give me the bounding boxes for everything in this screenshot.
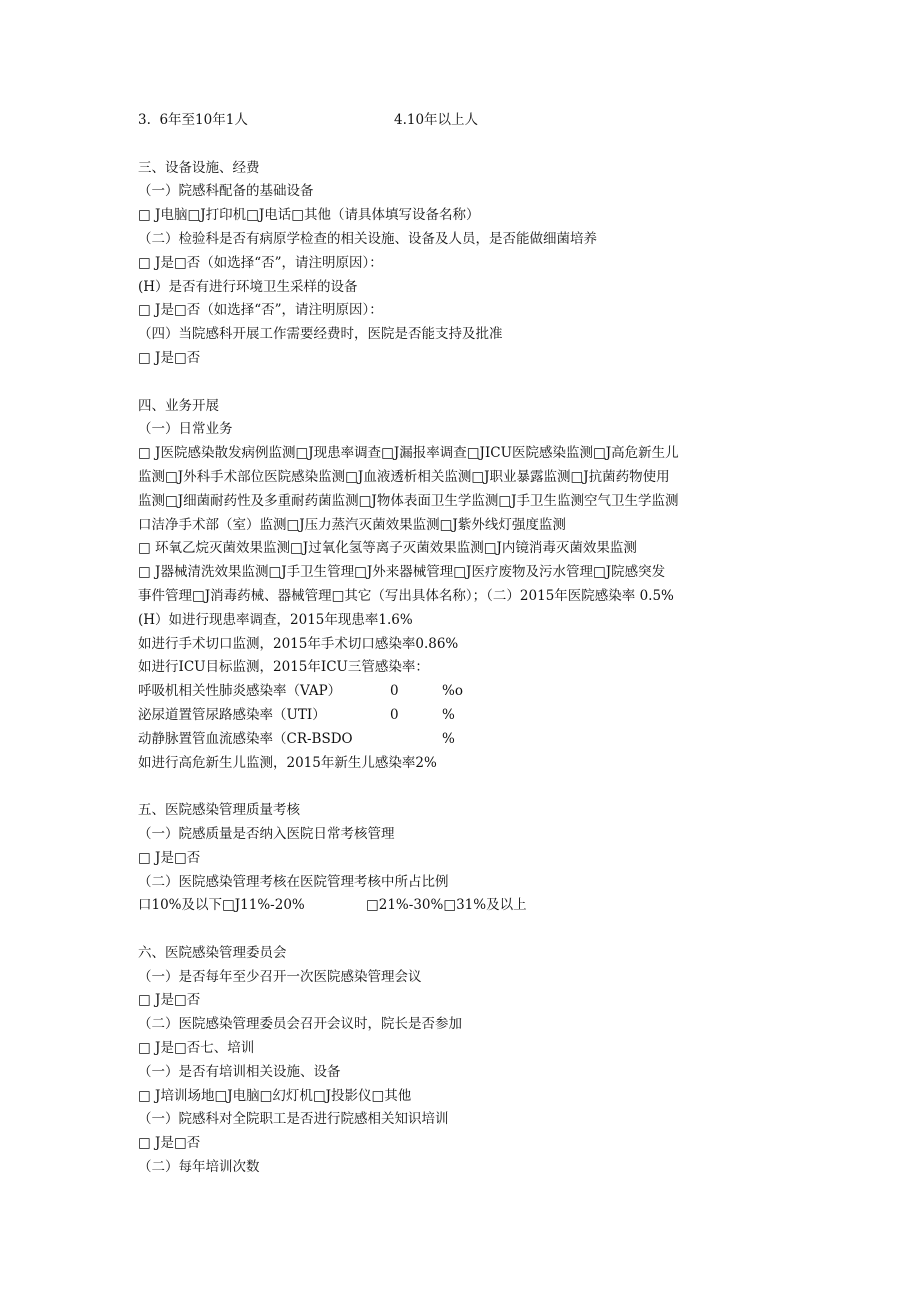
- section-6-line: □ J是□否: [138, 1135, 201, 1152]
- section-6-line: □ J是□否七、培训: [138, 1040, 255, 1057]
- section-5-line: （二）医院感染管理考核在医院管理考核中所占比例: [138, 873, 449, 890]
- section-6-line: （一）是否每年至少召开一次医院感染管理会议: [138, 968, 422, 985]
- section-3-title: 三、设备设施、经费: [138, 159, 260, 176]
- section-4-line: 如进行手术切口监测，2015年手术切口感染率0.86%: [138, 635, 459, 652]
- section-4-line: （一）日常业务: [138, 421, 233, 438]
- section-6-line: （二）医院感染管理委员会召开会议时，院长是否参加: [138, 1016, 462, 1033]
- section-6-title: 六、医院感染管理委员会: [138, 944, 287, 961]
- ratio-options-low: 口10%及以下□J11%-20%: [138, 897, 305, 914]
- section-4-line: □ 环氧乙烷灭菌效果监测□J过氧化氢等离子灭菌效果监测□J内镜消毒灭菌效果监测: [138, 540, 637, 557]
- section-6-line: （一）院感科对全院职工是否进行院感相关知识培训: [138, 1111, 449, 1128]
- section-4-line: □ J医院感染散发病例监测□J现患率调查□J漏报率调查□JICU医院感染监测□J高危新生儿: [138, 445, 679, 462]
- section-4-line: 如进行ICU目标监测，2015年ICU三管感染率：: [138, 659, 429, 676]
- section-3-line: （二）检验科是否有病原学检查的相关设施、设备及人员，是否能做细菌培养: [138, 230, 597, 247]
- section-5-line: □ J是□否: [138, 849, 201, 866]
- ratio-options-line: [138, 894, 788, 918]
- section-3-line: □ J是□否（如选择“否”，请注明原因）：: [138, 254, 383, 271]
- section-4-line: 监测□J细菌耐药性及多重耐药菌监测□J物体表面卫生学监测□J手卫生监测空气卫生学监测: [138, 492, 679, 509]
- section-6-line: □ J培训场地□J电脑□幻灯机□J投影仪□其他: [138, 1087, 412, 1104]
- section-5-line: （一）院感质量是否纳入医院日常考核管理: [138, 825, 395, 842]
- section-3-line: （一）院感科配备的基础设备: [138, 183, 314, 200]
- section-4-line: 事件管理□J消毒药械、器械管理□其它（写出具体名称）；（二）2015年医院感染率 0.5%: [138, 587, 674, 604]
- rate-value: 0: [390, 706, 399, 723]
- section-4-line: 如进行高危新生儿监测，2015年新生儿感染率2%: [138, 754, 437, 771]
- staff-6-10-years: 3. 6年至10年1人: [138, 112, 248, 128]
- rate-label: 呼吸机相关性肺炎感染率（VAP）: [138, 683, 342, 700]
- section-4-title: 四、业务开展: [138, 397, 219, 414]
- ratio-options-high: □21%-30%□31%及以上: [366, 897, 527, 914]
- section-5-title: 五、医院感染管理质量考核: [138, 802, 300, 819]
- section-3-line: □ J电脑□J打印机□J电话□其他（请具体填写设备名称）: [138, 207, 480, 224]
- section-6-line: □ J是□否: [138, 992, 201, 1009]
- document-body: [138, 109, 788, 1180]
- section-3-line: □ J是□否（如选择“否”，请注明原因）：: [138, 302, 383, 319]
- section-3-line: □ J是□否: [138, 349, 201, 366]
- section-6-line: （一）是否有培训相关设施、设备: [138, 1063, 341, 1080]
- section-6-line: （二）每年培训次数: [138, 1159, 260, 1176]
- section-4-line: 口洁净手术部（室）监测□J压力蒸汽灭菌效果监测□J紫外线灯强度监测: [138, 516, 566, 533]
- section-4-line: 监测□J外科手术部位医院感染监测□J血液透析相关监测□J职业暴露监测□J抗菌药物使用: [138, 468, 670, 485]
- staff-over-10-years: 4.10年以上人: [394, 112, 479, 128]
- section-3-line: （四）当院感科开展工作需要经费时，医院是否能支持及批准: [138, 326, 503, 343]
- rate-value: 0: [390, 683, 399, 700]
- staff-count-line: [138, 109, 788, 133]
- rate-row-uti: [138, 704, 788, 728]
- rate-unit: %: [442, 730, 455, 747]
- rate-unit: %: [442, 706, 455, 723]
- section-4-line: (H）如进行现患率调查，2015年现患率1.6%: [138, 611, 413, 628]
- section-4-line: □ J器械清洗效果监测□J手卫生管理□J外来器械管理□J医疗废物及污水管理□J院感突发: [138, 564, 666, 581]
- rate-label: 动静脉置管血流感染率（CR-BSDO: [138, 730, 353, 747]
- rate-row-crbsi: [138, 728, 788, 752]
- section-3-line: (H）是否有进行环境卫生采样的设备: [138, 278, 358, 295]
- rate-label: 泌尿道置管尿路感染率（UTI）: [138, 706, 326, 723]
- rate-row-vap: [138, 680, 788, 704]
- rate-unit: %o: [442, 683, 463, 700]
